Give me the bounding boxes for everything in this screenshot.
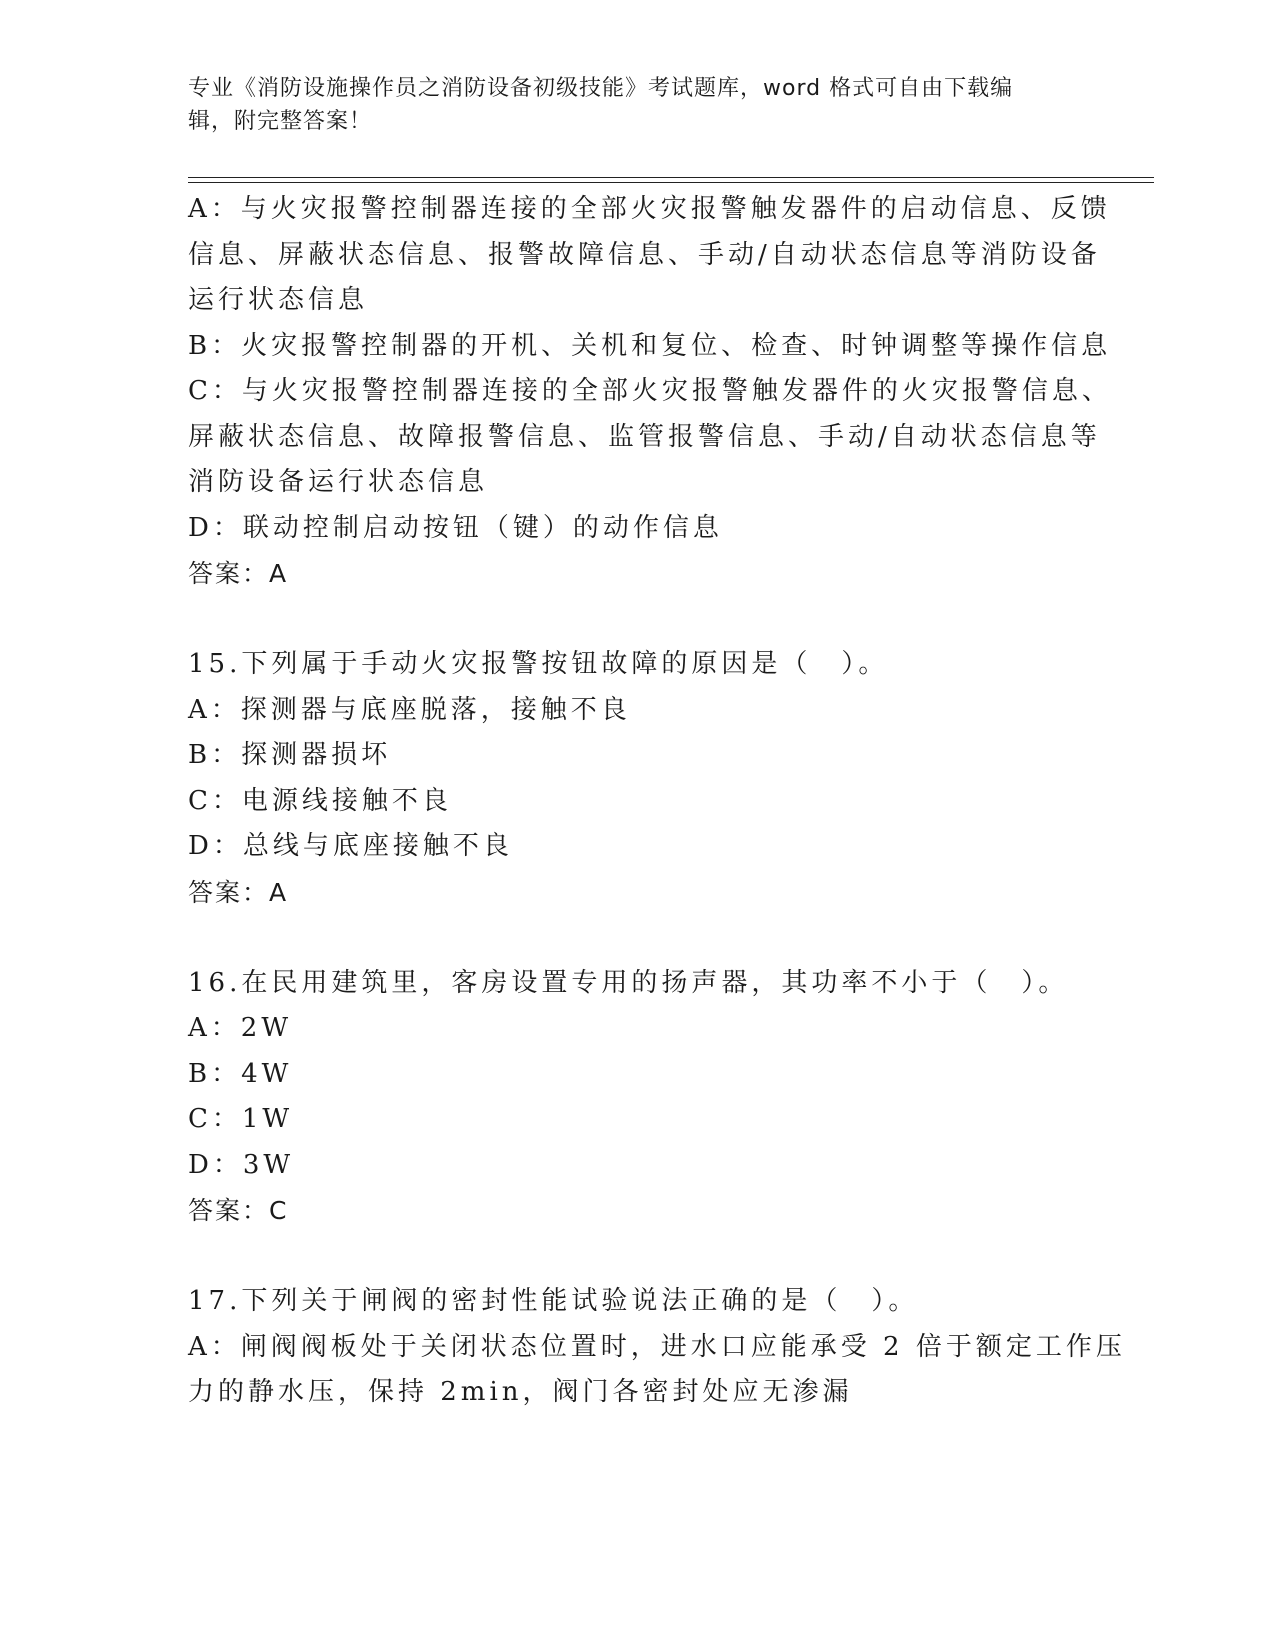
question-14-continued: [188, 187, 1112, 597]
q14-option-c-line-1: C：与火灾报警控制器连接的全部火灾报警触发器件的火灾报警信息、: [188, 376, 1112, 406]
spacer: [188, 915, 1088, 961]
question-16: [188, 961, 1088, 1234]
q17-option-a-line-2: 力的静水压，保持 2min，阀门各密封处应无渗漏: [188, 1377, 853, 1407]
q15-option-b: B：探测器损坏: [188, 740, 392, 770]
q15-answer: 答案：A: [188, 877, 289, 907]
q15-option-a: A：探测器与底座脱落，接触不良: [188, 694, 631, 725]
q15-question: 15.下列属于手动火灾报警按钮故障的原因是（ ）。: [188, 649, 889, 679]
spacer: [188, 1234, 1088, 1280]
q16-option-b: B：4W: [188, 1058, 293, 1089]
q16-question: 16.在民用建筑里，客房设置专用的扬声器，其功率不小于（ ）。: [188, 967, 1069, 998]
header-divider-bottom: [188, 182, 1154, 183]
q14-option-c-line-2: 屏蔽状态信息、故障报警信息、监管报警信息、手动/自动状态信息等: [188, 421, 1101, 452]
q14-option-a-line-2: 信息、屏蔽状态信息、报警故障信息、手动/自动状态信息等消防设备: [188, 239, 1101, 270]
q14-option-d: D：联动控制启动按钮（键）的动作信息: [188, 512, 723, 543]
q16-option-c: C：1W: [188, 1104, 294, 1134]
question-list: [188, 187, 1126, 1416]
spacer: [188, 597, 1088, 643]
q17-question: 17.下列关于闸阀的密封性能试验说法正确的是（ ）。: [188, 1286, 919, 1316]
question-17: [188, 1279, 1126, 1416]
q14-answer: 答案：A: [188, 559, 289, 588]
q16-option-d: D：3W: [188, 1149, 295, 1180]
q16-option-a: A：2W: [188, 1013, 293, 1043]
q14-option-b: B：火灾报警控制器的开机、关机和复位、检查、时钟调整等操作信息: [188, 330, 1112, 361]
q16-answer: 答案：C: [188, 1196, 289, 1225]
header-line-2: 辑，附完整答案！: [188, 109, 373, 134]
q15-option-d: D：总线与底座接触不良: [188, 831, 513, 861]
q14-option-c-line-3: 消防设备运行状态信息: [188, 467, 489, 497]
q15-option-c: C：电源线接触不良: [188, 785, 452, 816]
q14-option-a-line-3: 运行状态信息: [188, 285, 369, 315]
header-divider-top: [188, 177, 1154, 178]
header-line-1: 专业《消防设施操作员之消防设备初级技能》考试题库，word 格式可自由下载编: [188, 76, 1014, 101]
q17-option-a-line-1: A：闸阀阀板处于关闭状态位置时，进水口应能承受 2 倍于额定工作压: [188, 1331, 1126, 1362]
question-15: [188, 642, 1088, 915]
q14-option-a-line-1: A：与火灾报警控制器连接的全部火灾报警触发器件的启动信息、反馈: [188, 194, 1111, 224]
document-header: [188, 72, 1068, 138]
